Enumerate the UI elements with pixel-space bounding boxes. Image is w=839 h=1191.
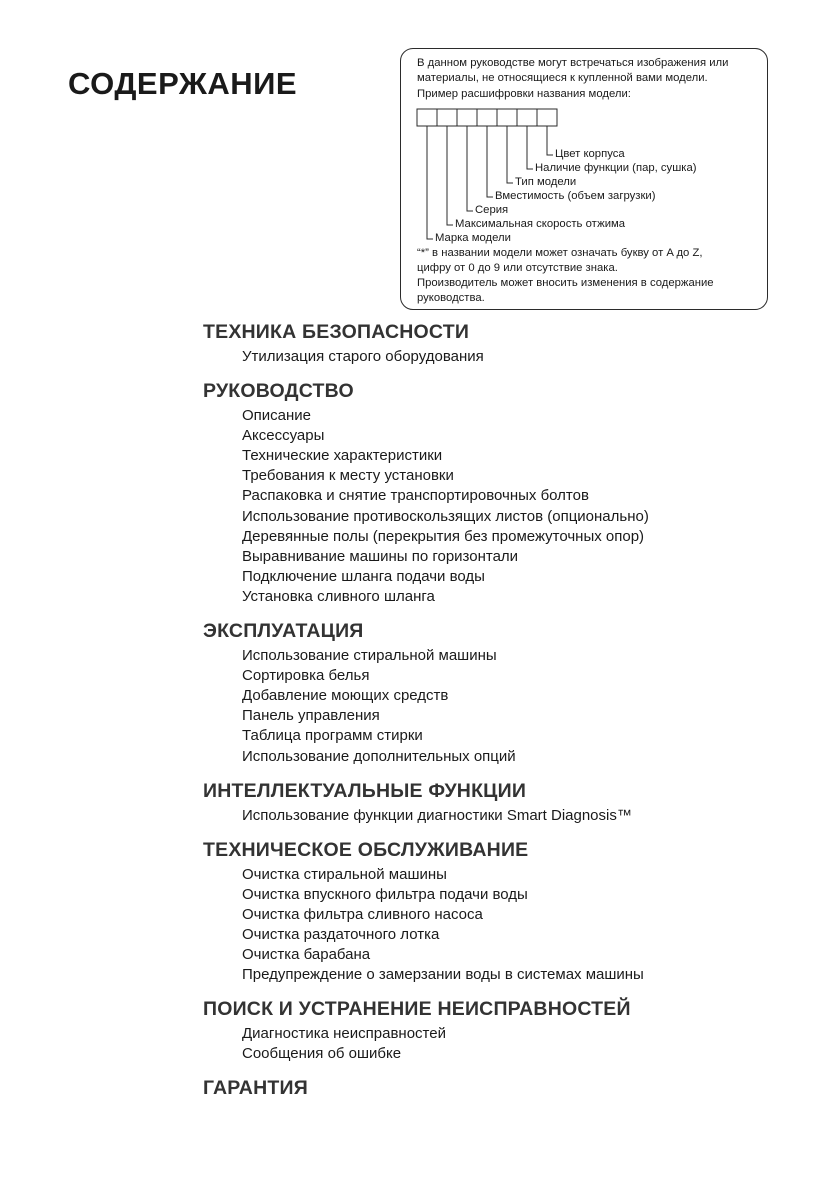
toc-item[interactable]: Выравнивание машины по горизонтали: [242, 547, 519, 565]
model-name-note-box: [400, 48, 768, 310]
page-title: СОДЕРЖАНИЕ: [68, 66, 298, 101]
toc-item[interactable]: Использование функции диагностики Smart Diagnosis™: [242, 806, 632, 824]
toc-item-list: [242, 406, 823, 607]
code-cell-5: [497, 109, 517, 126]
table-of-contents: [203, 320, 823, 1112]
toc-section: [203, 619, 823, 767]
toc-section-title[interactable]: ЭКСПЛУАТАЦИЯ: [203, 620, 364, 643]
leader-line-model-type: [507, 126, 513, 183]
code-cell-3: [457, 109, 477, 126]
toc-item-list: [242, 347, 823, 367]
toc-item[interactable]: Таблица программ стирки: [242, 727, 423, 745]
leader-line-function: [527, 126, 533, 169]
toc-section: [203, 1076, 823, 1100]
toc-section: [203, 779, 823, 826]
toc-item[interactable]: Подключение шланга подачи воды: [242, 567, 485, 585]
legend-model-type: Тип модели: [515, 176, 577, 188]
toc-item[interactable]: Описание: [242, 407, 312, 425]
toc-item[interactable]: Панель управления: [242, 707, 380, 725]
toc-section-title[interactable]: РУКОВОДСТВО: [203, 380, 354, 403]
toc-item[interactable]: Установка сливного шланга: [242, 587, 435, 605]
toc-item[interactable]: Требования к месту установки: [242, 467, 454, 485]
leader-line-capacity: [487, 126, 493, 197]
toc-item[interactable]: Технические характеристики: [242, 447, 443, 465]
toc-item[interactable]: Очистка барабана: [242, 946, 371, 964]
toc-item[interactable]: Диагностика неисправностей: [242, 1025, 446, 1043]
leader-line-body-color: [547, 126, 553, 155]
toc-item[interactable]: Очистка стиральной машины: [242, 865, 447, 883]
leader-line-series: [467, 126, 473, 211]
toc-item[interactable]: Использование стиральной машины: [242, 647, 497, 665]
toc-section: [203, 838, 823, 986]
toc-section: [203, 320, 823, 367]
toc-section: [203, 997, 823, 1064]
toc-item-list: [242, 1024, 823, 1064]
toc-item[interactable]: Утилизация старого оборудования: [242, 348, 484, 365]
toc-item-list: [242, 806, 823, 826]
toc-item[interactable]: Сообщения об ошибке: [242, 1045, 402, 1063]
toc-item-list: [242, 646, 823, 767]
note-footnote-line-4: руководства.: [417, 292, 485, 304]
toc-item[interactable]: Деревянные полы (перекрытия без промежуточных опор): [242, 527, 645, 545]
note-intro-line-2: материалы, не относящиеся к купленной вами модели.: [417, 72, 708, 84]
code-cell-4: [477, 109, 497, 126]
leader-line-brand: [427, 126, 433, 239]
legend-function: Наличие функции (пар, сушка): [535, 162, 697, 174]
legend-spin-speed: Максимальная скорость отжима: [455, 218, 626, 230]
code-cell-2: [437, 109, 457, 126]
toc-item[interactable]: Очистка фильтра сливного насоса: [242, 905, 483, 923]
code-cell-1: [417, 109, 437, 126]
code-cell-6: [517, 109, 537, 126]
toc-item[interactable]: Использование противоскользящих листов (опционально): [242, 507, 649, 525]
toc-section-title[interactable]: ТЕХНИЧЕСКОЕ ОБСЛУЖИВАНИЕ: [203, 838, 529, 861]
toc-item-list: [242, 865, 823, 986]
toc-section-title[interactable]: ГАРАНТИЯ: [203, 1077, 308, 1100]
toc-item[interactable]: Добавление моющих средств: [242, 687, 449, 705]
toc-section-title[interactable]: ИНТЕЛЛЕКТУАЛЬНЫЕ ФУНКЦИИ: [203, 779, 527, 802]
toc-section-title[interactable]: ПОИСК И УСТРАНЕНИЕ НЕИСПРАВНОСТЕЙ: [203, 998, 631, 1021]
toc-item[interactable]: Очистка впускного фильтра подачи воды: [242, 885, 528, 903]
toc-item[interactable]: Аксессуары: [242, 427, 325, 445]
toc-item[interactable]: Предупреждение о замерзании воды в системах машины: [242, 966, 644, 984]
legend-body-color: Цвет корпуса: [555, 148, 625, 160]
note-footnote-line-3: Производитель может вносить изменения в содержание: [417, 277, 714, 289]
toc-item[interactable]: Сортировка белья: [242, 667, 370, 685]
toc-item[interactable]: Очистка раздаточного лотка: [242, 925, 440, 943]
note-footnote-line-2: цифру от 0 до 9 или отсутствие знака.: [417, 262, 618, 274]
note-example-label: Пример расшифровки названия модели:: [417, 88, 631, 100]
note-footnote-line-1: “*” в названии модели может означать букву от A до Z,: [417, 247, 703, 259]
code-cell-7: [537, 109, 557, 126]
toc-item[interactable]: Использование дополнительных опций: [242, 747, 516, 765]
legend-brand: Марка модели: [435, 232, 511, 244]
legend-series: Серия: [475, 204, 509, 216]
toc-section: [203, 379, 823, 607]
legend-capacity: Вместимость (объем загрузки): [495, 190, 656, 202]
note-intro-line-1: В данном руководстве могут встречаться изображения или: [417, 57, 729, 69]
leader-line-spin-speed: [447, 126, 453, 225]
toc-item[interactable]: Распаковка и снятие транспортировочных болтов: [242, 487, 589, 505]
toc-section-title[interactable]: ТЕХНИКА БЕЗОПАСНОСТИ: [203, 321, 470, 343]
